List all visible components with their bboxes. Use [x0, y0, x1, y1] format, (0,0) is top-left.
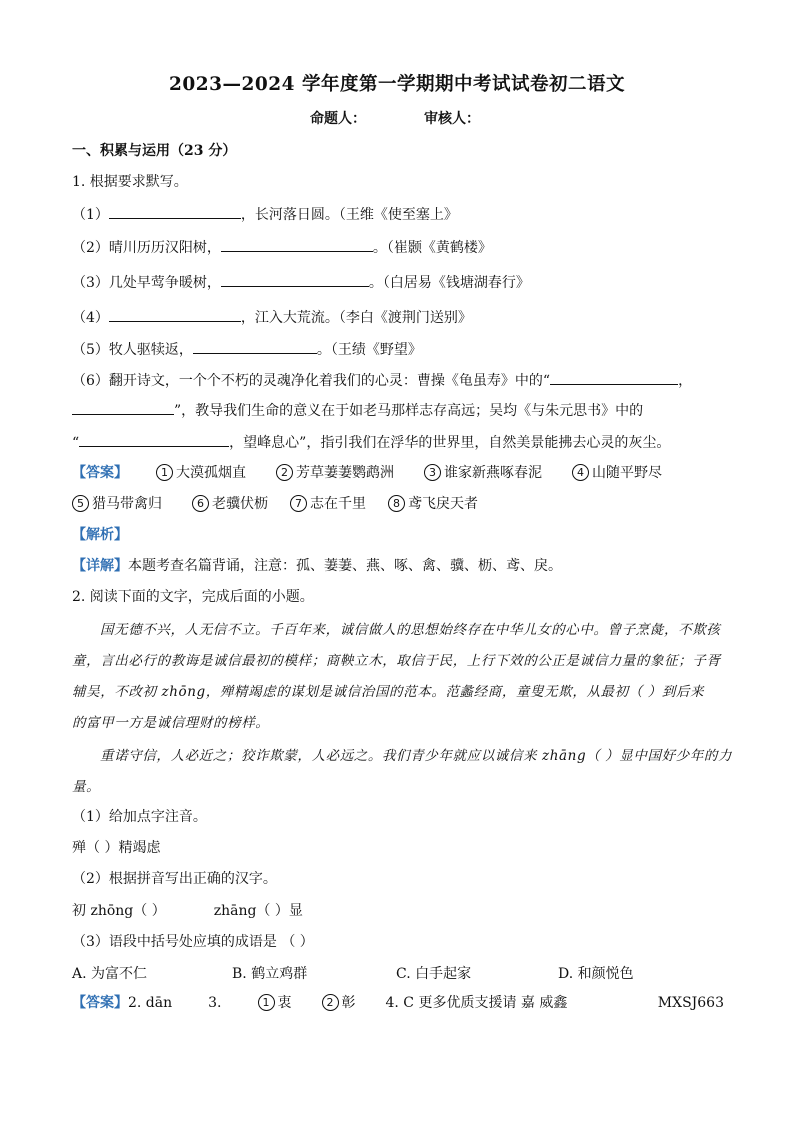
detail-line: 【详解】本题考查名篇背诵，注意：孤、萋萋、燕、啄、禽、骥、枥、鸢、戾。 — [72, 558, 562, 574]
answer-item: 8 鸢飞戾天者 — [388, 494, 478, 514]
sub-question-1-line: 殚（ ）精竭虑 — [72, 840, 161, 856]
answer-item: 2 芳草萋萋鹦鹉洲 — [276, 463, 394, 483]
answer-blank[interactable] — [221, 272, 369, 287]
option-a: A. 为富不仁 — [72, 966, 148, 982]
question-2-answers: 【答案】2. dān 3. 1 衷 2 彰 4. C 更多优质支援请 嘉 威鑫 MXSJ663 — [72, 995, 724, 1011]
setter-label: 命题人： — [310, 111, 366, 127]
question-1-item: （2）晴川历历汉阳树， 。（崔颢《黄鹤楼》 — [72, 237, 492, 258]
option-b: B. 鹤立鸡群 — [232, 966, 308, 982]
option-c: C. 白手起家 — [396, 966, 472, 982]
answer-blank[interactable] — [193, 339, 317, 354]
answer-item: 7 志在千里 — [290, 494, 366, 514]
sub-question-2: （2）根据拼音写出正确的汉字。 — [72, 871, 277, 887]
answer-tag: 【答案】 — [72, 995, 128, 1011]
answer-blank[interactable] — [221, 237, 373, 252]
answer-blank[interactable] — [109, 307, 241, 322]
question-1-item-6: （6）翻开诗文，一个个不朽的灵魂净化着我们的心灵：曹操《龟虽寿》中的“ ， — [72, 370, 692, 391]
answer-item: 4 山随平野尽 — [572, 463, 662, 483]
answer-blank[interactable] — [72, 400, 174, 415]
doc-code: MXSJ663 — [657, 995, 724, 1011]
section-heading: 一、积累与运用（23 分） — [72, 143, 237, 159]
answer-blank[interactable] — [109, 204, 241, 219]
passage-line: 量。 — [72, 779, 101, 795]
sub-question-3: （3）语段中括号处应填的成语是 （ ） — [72, 934, 314, 950]
page-title: 2023—2024 学年度第一学期期中考试试卷初二语文 — [169, 74, 625, 95]
passage-line: 辅吴，不改初 zhōng，殚精竭虑的谋划是诚信治国的范本。范蠡经商，童叟无欺，从最初（ ）到后来 — [72, 684, 705, 700]
question-1-stem: 1. 根据要求默写。 — [72, 174, 188, 190]
answer-item: 6 老骥伏枥 — [192, 494, 268, 514]
question-1-item: （5）牧人驱犊返， 。（王绩《野望》 — [72, 339, 422, 360]
answer-tag: 【答案】 — [72, 465, 128, 481]
authors-line — [310, 108, 480, 128]
passage-line: 重诺守信，人必近之；狡诈欺蒙，人必远之。我们青少年就应以诚信来 zhāng（ ）显中国好少年的力 — [100, 748, 733, 764]
passage-line: 国无德不兴，人无信不立。千百年来，诚信做人的思想始终存在中华儿女的心中。曾子烹彘，不欺孩 — [100, 622, 721, 638]
reviewer-label: 审核人： — [424, 111, 480, 127]
sub-question-1: （1）给加点字注音。 — [72, 809, 207, 825]
question-1-item-6: “ ，望峰息心”，指引我们在浮华的世界里，自然美景能拂去心灵的灰尘。 — [72, 432, 670, 453]
question-1-answers — [72, 463, 662, 483]
passage-line: 童，言出必行的教诲是诚信最初的模样；商鞅立木，取信于民，上行下效的公正是诚信力量的象征；子胥 — [72, 653, 721, 669]
answer-blank[interactable] — [79, 432, 229, 447]
passage-line: 的富甲一方是诚信理财的榜样。 — [72, 715, 270, 731]
question-1-item: （1） ，长河落日圆。（王维《使至塞上》 — [72, 204, 458, 225]
analysis-tag: 【解析】 — [72, 527, 128, 543]
answer-item: 5 猎马带禽归 — [72, 494, 162, 514]
question-1-answers — [72, 494, 478, 514]
detail-tag: 【详解】 — [72, 558, 128, 574]
question-2-stem: 2. 阅读下面的文字，完成后面的小题。 — [72, 589, 314, 605]
sub-question-2-line: 初 zhōng（ ） zhāng（ ）显 — [72, 903, 303, 919]
option-d: D. 和颜悦色 — [558, 966, 634, 982]
answer-blank[interactable] — [550, 370, 678, 385]
question-1-item-6: ”，教导我们生命的意义在于如老马那样志存高远；吴均《与朱元思书》中的 — [72, 400, 643, 421]
answer-item: 3 谁家新燕啄春泥 — [424, 463, 542, 483]
question-1-item: （4） ，江入大荒流。（李白《渡荆门送别》 — [72, 307, 472, 328]
answer-item: 1 大漠孤烟直 — [156, 463, 246, 483]
question-1-item: （3）几处早莺争暖树， 。（白居易《钱塘湖春行》 — [72, 272, 530, 293]
